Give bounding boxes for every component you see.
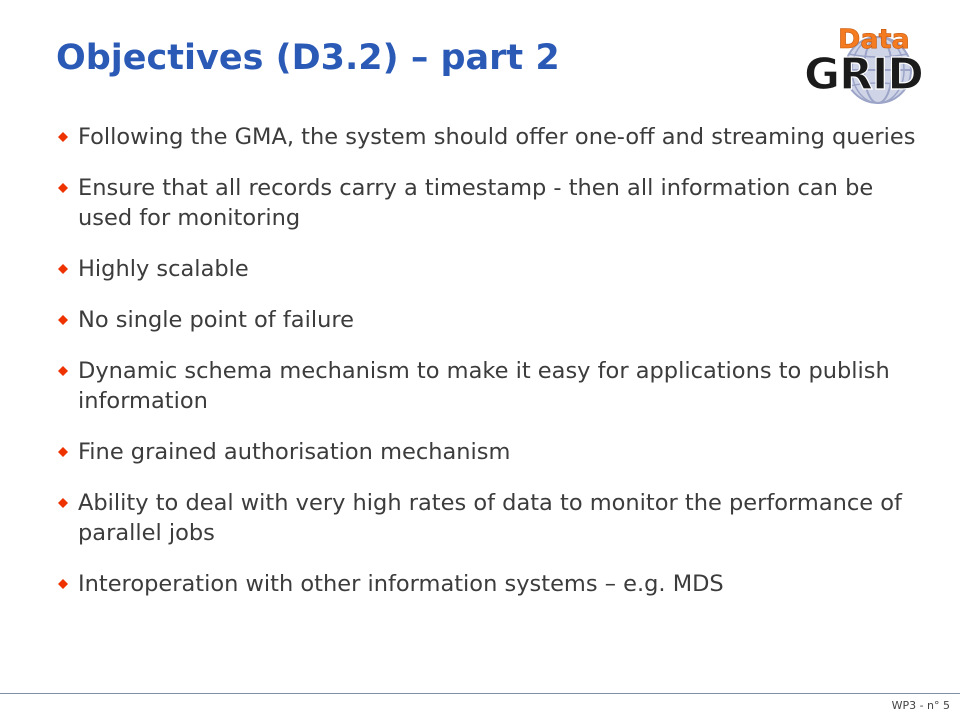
diamond-bullet-icon <box>58 498 68 508</box>
bullet-text: Ability to deal with very high rates of data to monitor the performance of parallel jobs <box>78 490 902 546</box>
diamond-bullet-icon <box>58 579 68 589</box>
bullet-text: No single point of failure <box>78 307 354 333</box>
datagrid-logo-graphic <box>800 18 950 108</box>
bullet-item <box>56 254 916 284</box>
bullet-list <box>56 122 916 620</box>
slide-title: Objectives (D3.2) – part 2 <box>56 38 560 78</box>
diamond-bullet-icon <box>58 183 68 193</box>
footer-divider <box>0 693 960 694</box>
bullet-text: Following the GMA, the system should offer one-off and streaming queries <box>78 124 916 150</box>
diamond-bullet-icon <box>58 315 68 325</box>
bullet-item <box>56 356 916 416</box>
datagrid-logo <box>800 18 950 108</box>
bullet-item <box>56 305 916 335</box>
bullet-text: Fine grained authorisation mechanism <box>78 439 511 465</box>
bullet-text: Ensure that all records carry a timestamp - then all information can be used for monitoring <box>78 175 874 231</box>
footer-page-label: WP3 - n° 5 <box>891 699 950 712</box>
bullet-text: Dynamic schema mechanism to make it easy for applications to publish information <box>78 358 890 414</box>
bullet-item <box>56 488 916 548</box>
bullet-item <box>56 122 916 152</box>
bullet-text: Interoperation with other information systems – e.g. MDS <box>78 571 724 597</box>
logo-data-text: Data <box>838 24 910 55</box>
diamond-bullet-icon <box>58 447 68 457</box>
diamond-bullet-icon <box>58 366 68 376</box>
bullet-item <box>56 173 916 233</box>
bullet-text: Highly scalable <box>78 256 249 282</box>
diamond-bullet-icon <box>58 264 68 274</box>
bullet-item <box>56 437 916 467</box>
bullet-item <box>56 569 916 599</box>
logo-grid-text: GRID <box>804 49 923 100</box>
diamond-bullet-icon <box>58 132 68 142</box>
